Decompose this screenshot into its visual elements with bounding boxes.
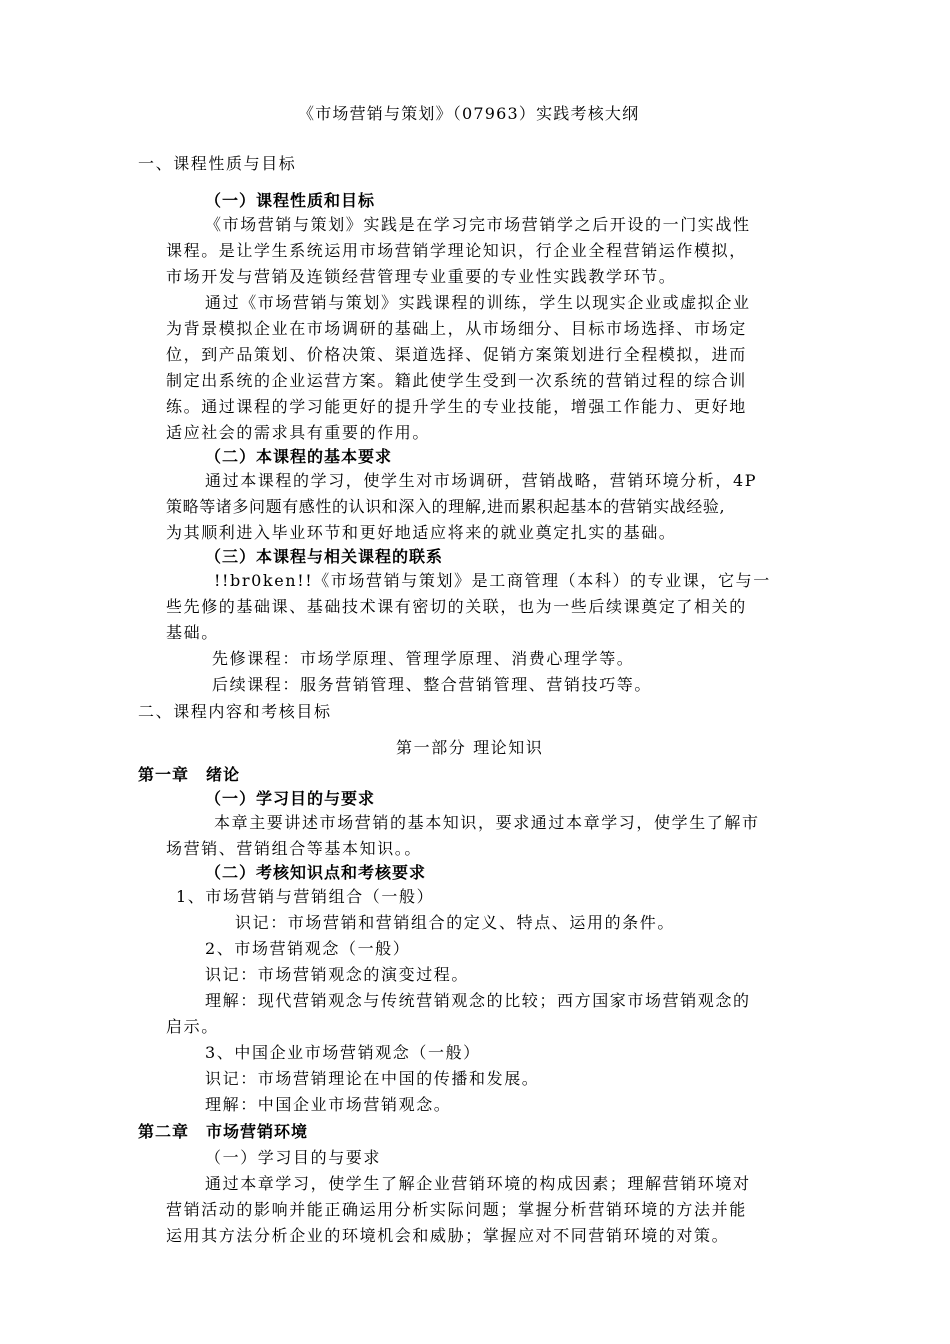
paragraph-line: 《市场营销与策划》实践是在学习完市场营销学之后开设的一门实战性 (205, 215, 751, 234)
paragraph-line: 运用其方法分析企业的环境机会和威胁；掌握应对不同营销环境的对策。 (166, 1226, 730, 1245)
paragraph-line: 基础。 (166, 623, 219, 642)
section-heading-2: 二、课程内容和考核目标 (138, 702, 332, 721)
section-heading-1: 一、课程性质与目标 (138, 154, 297, 173)
subsection-heading: （一）课程性质和目标 (205, 191, 376, 210)
paragraph-line: 通过本课程的学习，使学生对市场调研，营销战略，营销环境分析，4P (205, 471, 758, 490)
subsection-heading: （一）学习目的与要求 (205, 789, 376, 808)
chapter-heading: 第一章 绪论 (138, 765, 241, 784)
paragraph-line: 位，到产品策划、价格决策、渠道选择、促销方案策划进行全程模拟，进而 (166, 345, 747, 364)
paragraph-line: 制定出系统的企业运营方案。籍此使学生受到一次系统的营销过程的综合训 (166, 371, 747, 390)
paragraph-line: 课程。是让学生系统运用市场营销学理论知识，行企业全程营销运作模拟， (166, 241, 747, 260)
paragraph-line: 先修课程：市场学原理、管理学原理、消费心理学等。 (212, 649, 635, 668)
chapter-heading: 第二章 市场营销环境 (138, 1122, 309, 1141)
knowledge-point: 2、市场营销观念（一般） (205, 939, 411, 958)
paragraph-line: 策略等诸多问题有感性的认识和深入的理解,进而累积起基本的营销实战经验, (166, 497, 726, 516)
knowledge-point: 3、中国企业市场营销观念（一般） (205, 1043, 481, 1062)
paragraph-line: 理解：现代营销观念与传统营销观念的比较；西方国家市场营销观念的 (205, 991, 751, 1010)
subsection-heading: （二）考核知识点和考核要求 (205, 863, 427, 882)
paragraph-line: 本章主要讲述市场营销的基本知识，要求通过本章学习，使学生了解市 (214, 813, 760, 832)
paragraph-line: !!br0ken!!《市场营销与策划》是工商管理（本科）的专业课，它与一 (214, 571, 771, 590)
part-heading: 第一部分 理论知识 (396, 738, 544, 757)
paragraph-line: 营销活动的影响并能正确运用分析实际问题；掌握分析营销环境的方法并能 (166, 1200, 747, 1219)
paragraph-line: 识记：市场营销理论在中国的传播和发展。 (205, 1069, 540, 1088)
subsection-heading: （二）本课程的基本要求 (205, 447, 393, 466)
paragraph-line: 识记：市场营销观念的演变过程。 (205, 965, 470, 984)
subsection-heading: （三）本课程与相关课程的联系 (205, 547, 444, 566)
paragraph-line: 通过本章学习，使学生了解企业营销环境的构成因素；理解营销环境对 (205, 1174, 751, 1193)
paragraph-line: 为其顺利进入毕业环节和更好地适应将来的就业奠定扎实的基础。 (166, 523, 677, 542)
paragraph-line: 为背景模拟企业在市场调研的基础上，从市场细分、目标市场选择、市场定 (166, 319, 747, 338)
paragraph-line: 通过《市场营销与策划》实践课程的训练，学生以现实企业或虚拟企业 (205, 293, 751, 312)
paragraph-line: 理解：中国企业市场营销观念。 (205, 1095, 452, 1114)
subsection-heading: （一）学习目的与要求 (205, 1148, 382, 1167)
document-title: 《市场营销与策划》（07963）实践考核大纲 (298, 104, 640, 123)
paragraph-line: 练。通过课程的学习能更好的提升学生的专业技能，增强工作能力、更好地 (166, 397, 747, 416)
paragraph-line: 场营销、营销组合等基本知识。。 (166, 839, 423, 858)
paragraph-line: 适应社会的需求具有重要的作用。 (166, 423, 431, 442)
paragraph-line: 些先修的基础课、基础技术课有密切的关联，也为一些后续课奠定了相关的 (166, 597, 747, 616)
paragraph-line: 启示。 (166, 1017, 219, 1036)
paragraph-line: 市场开发与营销及连锁经营管理专业重要的专业性实践教学环节。 (166, 267, 677, 286)
knowledge-point: 1、市场营销与营销组合（一般） (176, 887, 435, 906)
paragraph-line: 后续课程：服务营销管理、整合营销管理、营销技巧等。 (212, 675, 653, 694)
paragraph-line: 识记：市场营销和营销组合的定义、特点、运用的条件。 (235, 913, 676, 932)
